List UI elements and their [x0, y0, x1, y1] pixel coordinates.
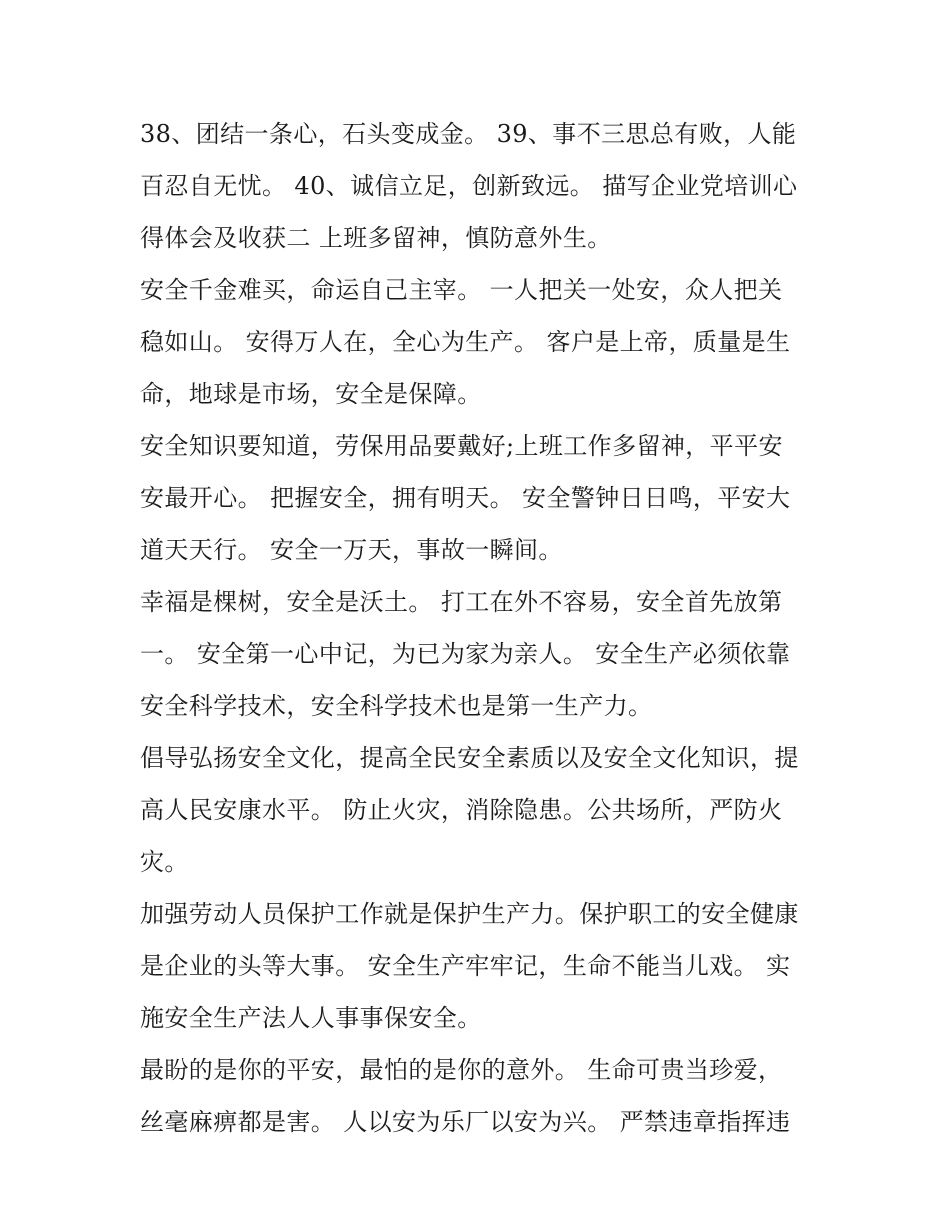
text-line: 道天天行。 安全一万天，事故一瞬间。 [140, 536, 563, 564]
text-line: 稳如山。 安得万人在，全心为生产。 客户是上帝，质量是生 [140, 328, 791, 356]
text-line: 命，地球是市场，安全是保障。 [140, 380, 482, 408]
text-line: 高人民安康水平。 防止火灾，消除隐患。公共场所，严防火 [140, 796, 783, 824]
text-line: 倡导弘扬安全文化，提高全民安全素质以及安全文化知识，提 [140, 744, 799, 772]
text-line: 最盼的是你的平安，最怕的是你的意外。 生命可贵当珍爱， [140, 1056, 783, 1084]
text-line: 安全科学技术，安全科学技术也是第一生产力。 [140, 692, 653, 720]
text-line: 加强劳动人员保护工作就是保护生产力。保护职工的安全健康 [140, 900, 799, 928]
text-line: 安最开心。 把握安全，拥有明天。 安全警钟日日鸣，平安大 [140, 484, 791, 512]
text-line: 灾。 [140, 848, 189, 876]
text-line: 百忍自无忧。 40、诚信立足，创新致远。 描写企业党培训心 [140, 172, 798, 200]
text-line: 施安全生产法人人事事保安全。 [140, 1004, 482, 1032]
text-line: 安全千金难买，命运自己主宰。 一人把关一处安，众人把关 [140, 276, 783, 304]
text-line: 丝毫麻痹都是害。 人以安为乐厂以安为兴。 严禁违章指挥违 [140, 1108, 791, 1136]
text-line: 幸福是棵树，安全是沃土。 打工在外不容易，安全首先放第 [140, 588, 783, 616]
text-line: 是企业的头等大事。 安全生产牢牢记，生命不能当儿戏。 实 [140, 952, 791, 980]
text-line: 安全知识要知道，劳保用品要戴好;上班工作多留神，平平安 [140, 432, 783, 460]
text-line: 一。 安全第一心中记，为已为家为亲人。 安全生产必须依靠 [140, 640, 791, 668]
body-text [140, 108, 830, 1148]
text-line: 得体会及收获二 上班多留神，慎防意外生。 [140, 224, 612, 252]
text-line: 38、团结一条心，石头变成金。 39、事不三思总有败，人能 [140, 120, 797, 148]
